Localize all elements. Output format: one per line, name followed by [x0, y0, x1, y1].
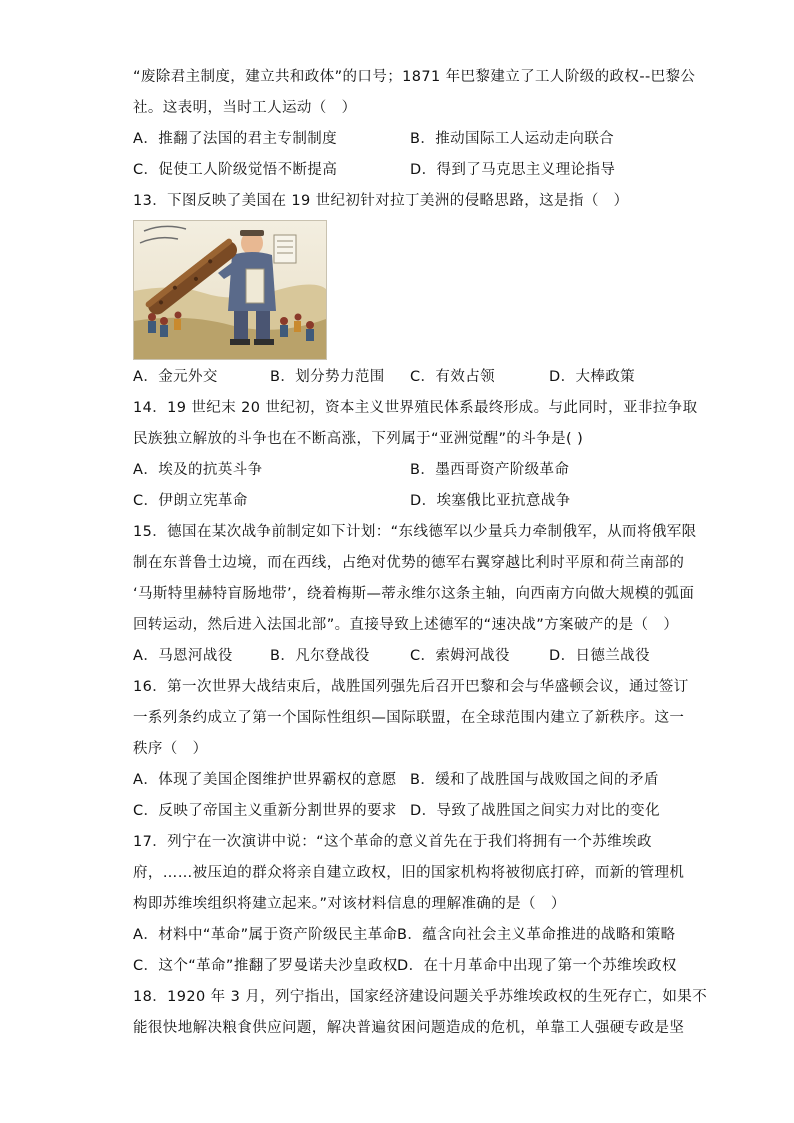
q17-option-b: B．蕴含向社会主义革命推进的战略和策略: [397, 927, 676, 943]
q12-stem-line2: 社。这表明，当时工人运动（ ）: [133, 100, 357, 116]
q13-option-a: A．金元外交: [133, 369, 218, 385]
q15-option-d: D．日德兰战役: [549, 648, 650, 664]
q12-stem-line1: “废除君主制度，建立共和政体”的口号；1871 年巴黎建立了工人阶级的政权--巴黎公: [133, 69, 696, 85]
q12-option-d: D．得到了马克思主义理论指导: [410, 162, 616, 178]
q14-stem-line1: 14．19 世纪末 20 世纪初，资本主义世界殖民体系最终形成。与此同时，亚非拉争取: [133, 400, 698, 416]
q13-stem: 13．下图反映了美国在 19 世纪初针对拉丁美洲的侵略思路，这是指（ ）: [133, 193, 629, 209]
big-stick-cartoon-image: [133, 220, 327, 360]
q16-stem-line3: 秩序（ ）: [133, 741, 208, 757]
q17-option-c: C．这个“革命”推翻了罗曼诺夫沙皇政权: [133, 958, 398, 974]
q14-option-d: D．埃塞俄比亚抗意战争: [410, 493, 571, 509]
q15-option-b: B．凡尔登战役: [270, 648, 370, 664]
q15-option-c: C．索姆河战役: [410, 648, 510, 664]
q18-stem-line2: 能很快地解决粮食供应问题，解决普遍贫困问题造成的危机，单靠工人强硬专政是坚: [133, 1020, 685, 1036]
q17-option-a: A．材料中“革命”属于资产阶级民主革命: [133, 927, 398, 943]
q15-stem-line4: 回转运动，然后进入法国北部”。直接导致上述德军的“速决战”方案破产的是（ ）: [133, 617, 679, 633]
q16-stem-line2: 一系列条约成立了第一个国际性组织—国际联盟，在全球范围内建立了新秩序。这一: [133, 710, 685, 726]
q16-option-a: A．体现了美国企图维护世界霸权的意愿: [133, 772, 397, 788]
q16-option-d: D．导致了战胜国之间实力对比的变化: [410, 803, 660, 819]
q12-option-c: C．促使工人阶级觉悟不断提高: [133, 162, 338, 178]
q13-option-d: D．大棒政策: [549, 369, 636, 385]
q18-stem-line1: 18．1920 年 3 月，列宁指出，国家经济建设问题关乎苏维埃政权的生死存亡，如果不: [133, 989, 708, 1005]
q14-stem-line2: 民族独立解放的斗争也在不断高涨，下列属于“亚洲觉醒”的斗争是( ): [133, 431, 584, 447]
q17-stem-line1: 17．列宁在一次演讲中说：“这个革命的意义首先在于我们将拥有一个苏维埃政: [133, 834, 652, 850]
q13-option-b: B．划分势力范围: [270, 369, 385, 385]
q15-option-a: A．马恩河战役: [133, 648, 233, 664]
q17-stem-line3: 构即苏维埃组织将建立起来。”对该材料信息的理解准确的是（ ）: [133, 896, 566, 912]
q15-stem-line2: 制在东普鲁士边境，而在西线，占绝对优势的德军右翼穿越比利时平原和荷兰南部的: [133, 555, 685, 571]
q12-option-b: B．推动国际工人运动走向联合: [410, 131, 615, 147]
q17-option-d: D．在十月革命中出现了第一个苏维埃政权: [397, 958, 677, 974]
q16-option-c: C．反映了帝国主义重新分割世界的要求: [133, 803, 397, 819]
q16-stem-line1: 16．第一次世界大战结束后，战胜国列强先后召开巴黎和会与华盛顿会议，通过签订: [133, 679, 689, 695]
q15-stem-line1: 15．德国在某次战争前制定如下计划：“东线德军以少量兵力牵制俄军，从而将俄军限: [133, 524, 697, 540]
q14-option-c: C．伊朗立宪革命: [133, 493, 248, 509]
q16-option-b: B．缓和了战胜国与战败国之间的矛盾: [410, 772, 659, 788]
q14-option-a: A．埃及的抗英斗争: [133, 462, 263, 478]
q14-option-b: B．墨西哥资产阶级革命: [410, 462, 570, 478]
q12-option-a: A．推翻了法国的君主专制制度: [133, 131, 338, 147]
q15-stem-line3: ‘马斯特里赫特盲肠地带’，绕着梅斯—蒂永维尔这条主轴，向西南方向做大规模的弧面: [133, 586, 695, 602]
q17-stem-line2: 府，……被压迫的群众将亲自建立政权，旧的国家机构将被彻底打碎，而新的管理机: [133, 865, 685, 881]
q13-option-c: C．有效占领: [410, 369, 496, 385]
